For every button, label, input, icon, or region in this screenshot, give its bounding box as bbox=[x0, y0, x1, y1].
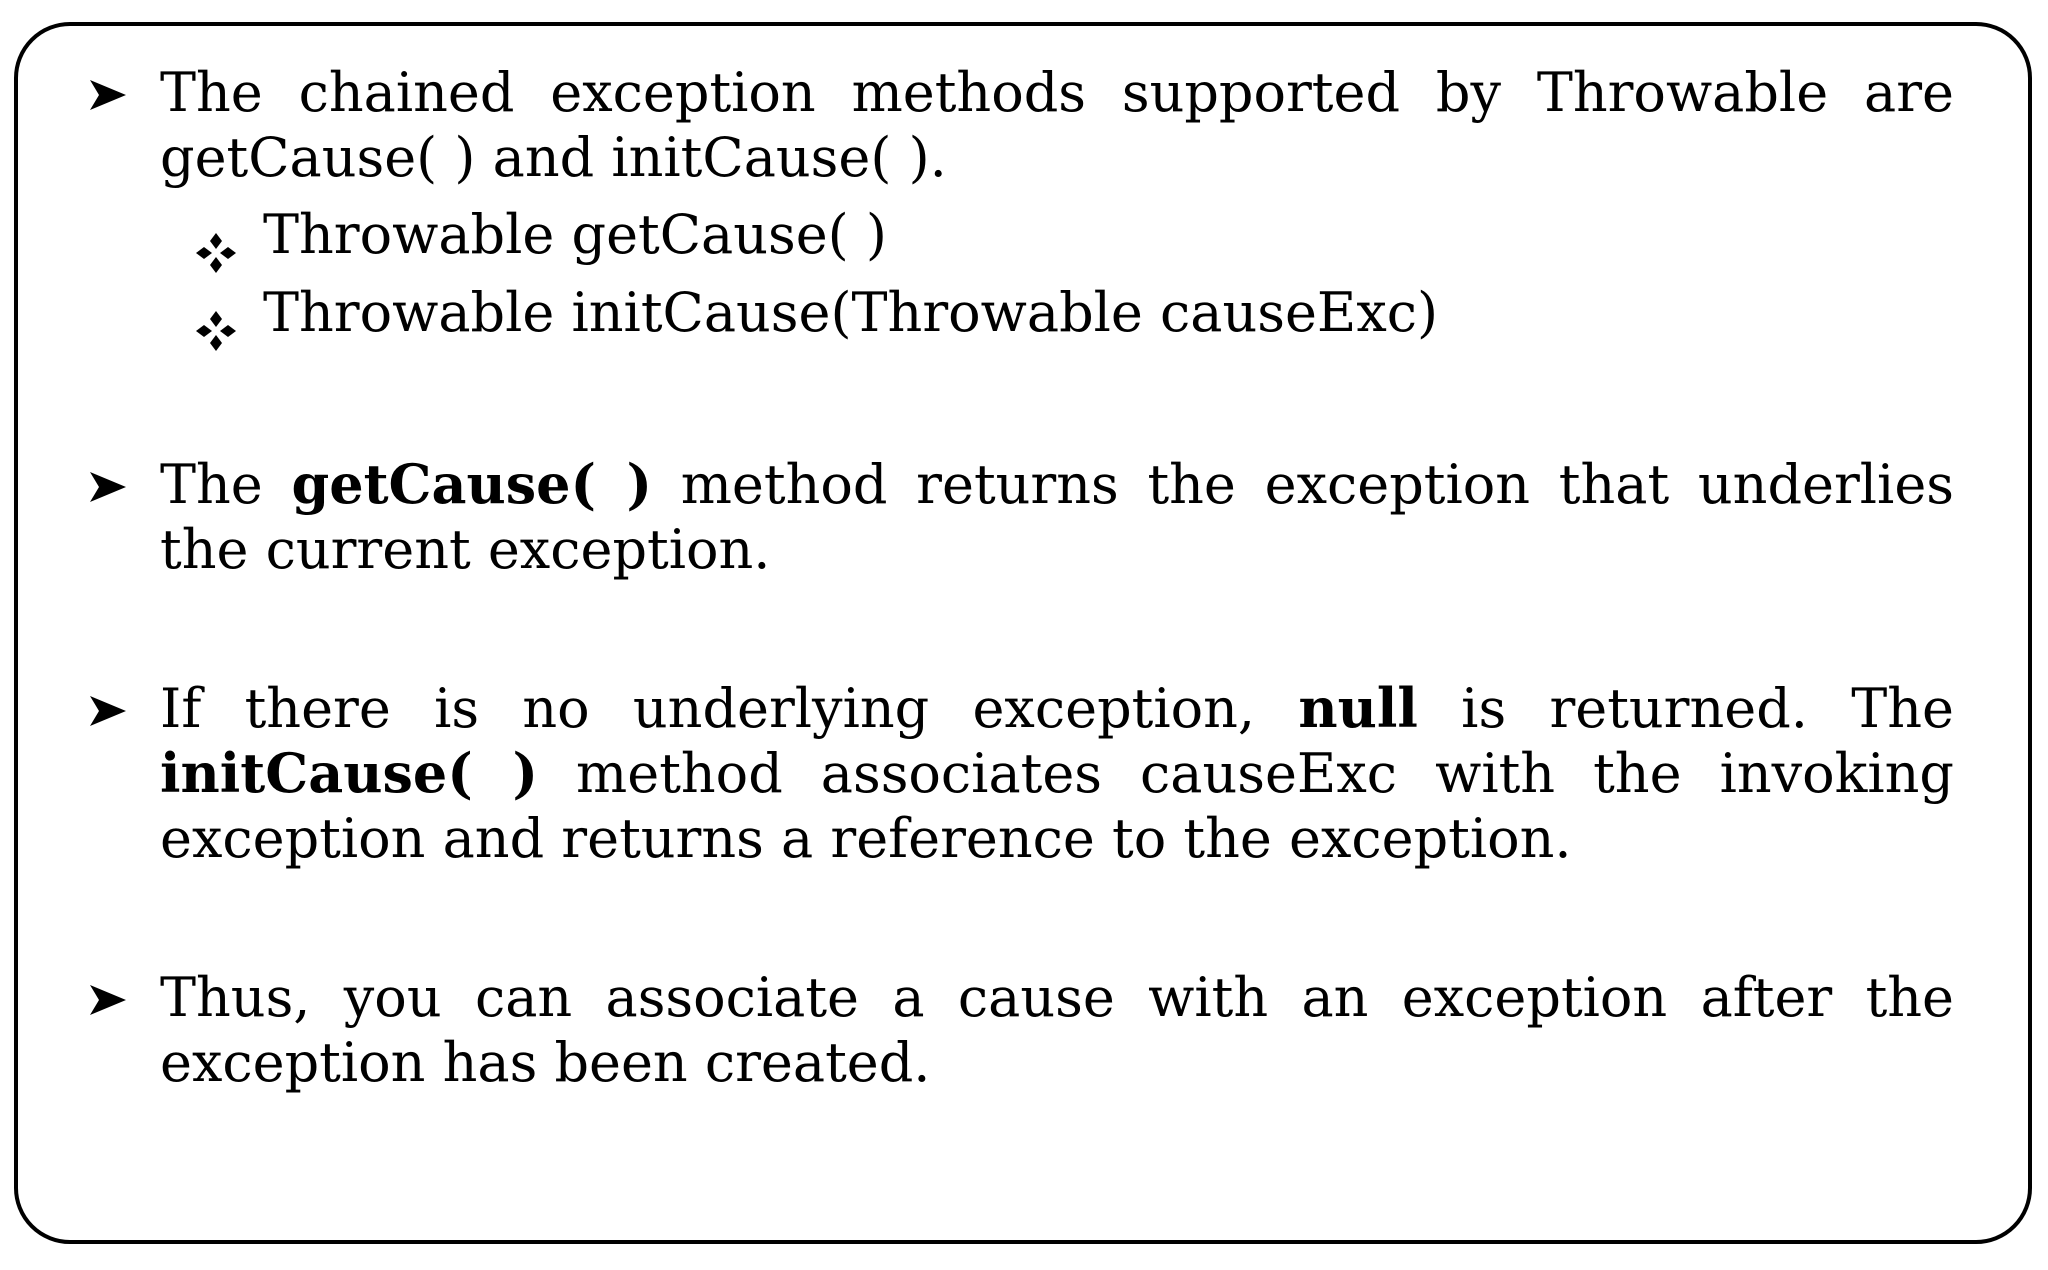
bullet-text-mid: is returned. The bbox=[1417, 677, 1954, 740]
diamond-bullet-icon bbox=[196, 216, 236, 256]
bullet-item-null-initcause bbox=[88, 676, 1954, 871]
sub-item-getcause bbox=[88, 196, 1954, 274]
bullet-text-pre: The bbox=[160, 453, 292, 516]
arrow-bullet-icon bbox=[88, 452, 128, 517]
arrow-bullet-icon bbox=[88, 60, 128, 125]
arrow-bullet-icon bbox=[88, 965, 128, 1030]
bullet-text-bold-initcause: initCause( ) bbox=[160, 741, 538, 805]
bullet-item-thus bbox=[88, 965, 1954, 1095]
bullet-text-bold-null: null bbox=[1298, 676, 1418, 740]
bullet-text-post: method returns the exception that underlies the current exception. bbox=[160, 453, 1954, 581]
bullet-text: Thus, you can associate a cause with an exception after the exception has been created. bbox=[160, 966, 1954, 1094]
bullet-item-chained-methods bbox=[88, 60, 1954, 190]
diamond-bullet-icon bbox=[196, 294, 236, 334]
sub-item-text: Throwable initCause(Throwable causeExc) bbox=[263, 281, 1439, 344]
sub-item-text: Throwable getCause( ) bbox=[263, 203, 887, 266]
bullet-item-getcause bbox=[88, 452, 1954, 582]
bullet-text-pre: If there is no underlying exception, bbox=[160, 677, 1299, 740]
bullet-text-bold: getCause( ) bbox=[291, 452, 652, 516]
bullet-text: The chained exception methods supported by Throwable are getCause( ) and initCause( ). bbox=[160, 61, 1954, 189]
sub-item-initcause bbox=[88, 274, 1954, 352]
bullet-text-post: method associates causeExc with the invoking exception and returns a reference to the exception. bbox=[160, 742, 1954, 870]
arrow-bullet-icon bbox=[88, 676, 128, 741]
bullet-list bbox=[88, 60, 1954, 1189]
